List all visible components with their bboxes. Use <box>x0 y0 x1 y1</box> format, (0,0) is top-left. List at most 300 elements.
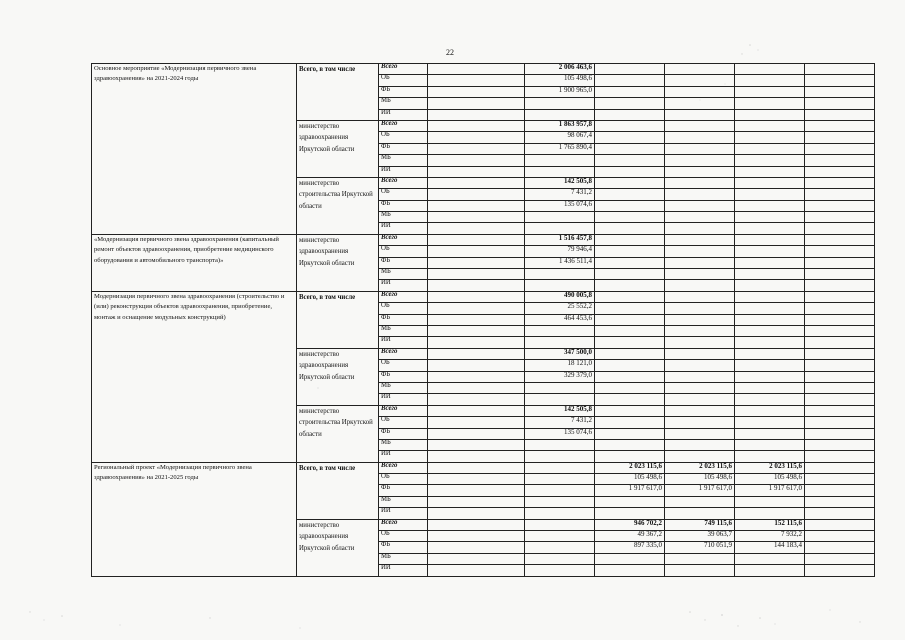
amount-cell <box>665 303 735 314</box>
amount-cell: 25 552,2 <box>525 303 595 314</box>
empty-cell <box>428 531 525 542</box>
empty-cell <box>805 553 875 564</box>
responsible-executor: министерство здравоохранения Иркутской области <box>297 519 379 576</box>
amount-cell <box>735 64 805 75</box>
amount-cell <box>525 394 595 405</box>
amount-cell <box>665 508 735 519</box>
empty-cell <box>428 177 525 188</box>
amount-cell <box>665 75 735 86</box>
amount-cell <box>665 269 735 280</box>
funding-source-label: Всего <box>379 64 428 75</box>
funding-source-label: Всего <box>379 177 428 188</box>
amount-cell <box>595 246 665 257</box>
amount-cell <box>595 189 665 200</box>
amount-cell <box>595 269 665 280</box>
empty-cell <box>428 394 525 405</box>
amount-cell <box>665 246 735 257</box>
amount-cell <box>735 223 805 234</box>
funding-source-label: ИИ <box>379 337 428 348</box>
empty-cell <box>805 200 875 211</box>
amount-cell <box>525 280 595 291</box>
empty-cell <box>428 428 525 439</box>
funding-source-label: ОБ <box>379 474 428 485</box>
amount-cell <box>525 166 595 177</box>
amount-cell <box>595 337 665 348</box>
amount-cell: 105 498,6 <box>525 75 595 86</box>
amount-cell <box>735 451 805 462</box>
amount-cell <box>665 109 735 120</box>
amount-cell <box>735 496 805 507</box>
empty-cell <box>805 98 875 109</box>
amount-cell <box>665 565 735 576</box>
funding-source-label: МБ <box>379 439 428 450</box>
amount-cell <box>735 132 805 143</box>
activity-description: Региональный проект «Модернизация первичного звена здравоохранения» на 2021-2025 годы <box>92 462 297 576</box>
funding-source-label: Всего <box>379 405 428 416</box>
amount-cell <box>735 269 805 280</box>
amount-cell <box>735 212 805 223</box>
amount-cell <box>665 360 735 371</box>
amount-cell <box>595 382 665 393</box>
funding-source-label: ФБ <box>379 257 428 268</box>
amount-cell <box>665 155 735 166</box>
empty-cell <box>805 246 875 257</box>
amount-cell <box>665 314 735 325</box>
amount-cell <box>595 143 665 154</box>
amount-cell: 1 765 890,4 <box>525 143 595 154</box>
empty-cell <box>428 485 525 496</box>
amount-cell <box>525 519 595 530</box>
amount-cell <box>735 234 805 245</box>
amount-cell <box>735 553 805 564</box>
empty-cell <box>428 86 525 97</box>
page-number: 22 <box>446 48 454 57</box>
funding-source-label: ИИ <box>379 109 428 120</box>
funding-source-label: ИИ <box>379 565 428 576</box>
amount-cell: 710 051,9 <box>665 542 735 553</box>
amount-cell: 2 023 115,6 <box>735 462 805 473</box>
empty-cell <box>805 382 875 393</box>
amount-cell <box>525 337 595 348</box>
amount-cell <box>665 166 735 177</box>
amount-cell: 49 367,2 <box>595 531 665 542</box>
amount-cell <box>595 109 665 120</box>
amount-cell <box>735 109 805 120</box>
empty-cell <box>805 462 875 473</box>
empty-cell <box>805 496 875 507</box>
amount-cell: 2 023 115,6 <box>665 462 735 473</box>
amount-cell: 105 498,6 <box>595 474 665 485</box>
amount-cell <box>595 257 665 268</box>
empty-cell <box>805 474 875 485</box>
amount-cell <box>665 257 735 268</box>
amount-cell <box>665 417 735 428</box>
amount-cell <box>525 382 595 393</box>
responsible-executor: Всего, в том числе <box>297 462 379 519</box>
amount-cell: 152 115,6 <box>735 519 805 530</box>
amount-cell <box>735 348 805 359</box>
funding-source-label: ФБ <box>379 143 428 154</box>
amount-cell <box>735 200 805 211</box>
empty-cell <box>805 155 875 166</box>
empty-cell <box>428 143 525 154</box>
amount-cell <box>735 439 805 450</box>
funding-source-label: ОБ <box>379 417 428 428</box>
funding-source-label: МБ <box>379 98 428 109</box>
amount-cell <box>735 246 805 257</box>
amount-cell <box>525 439 595 450</box>
amount-cell <box>735 314 805 325</box>
amount-cell <box>665 189 735 200</box>
empty-cell <box>805 86 875 97</box>
amount-cell: 142 505,8 <box>525 177 595 188</box>
table-row <box>92 291 875 302</box>
empty-cell <box>805 234 875 245</box>
empty-cell <box>428 64 525 75</box>
funding-source-label: ИИ <box>379 508 428 519</box>
amount-cell: 79 946,4 <box>525 246 595 257</box>
funding-source-label: Всего <box>379 291 428 302</box>
amount-cell <box>525 485 595 496</box>
responsible-executor: Всего, в том числе <box>297 291 379 348</box>
empty-cell <box>805 269 875 280</box>
amount-cell <box>665 405 735 416</box>
amount-cell <box>665 428 735 439</box>
amount-cell: 144 183,4 <box>735 542 805 553</box>
budget-table <box>91 63 875 577</box>
funding-source-label: ИИ <box>379 166 428 177</box>
amount-cell <box>735 394 805 405</box>
funding-source-label: ФБ <box>379 371 428 382</box>
amount-cell: 1 917 617,0 <box>665 485 735 496</box>
amount-cell <box>595 451 665 462</box>
amount-cell <box>595 98 665 109</box>
amount-cell <box>595 303 665 314</box>
empty-cell <box>428 496 525 507</box>
amount-cell <box>595 496 665 507</box>
amount-cell <box>735 291 805 302</box>
responsible-executor: Всего, в том числе <box>297 64 379 121</box>
amount-cell: 7 431,2 <box>525 189 595 200</box>
empty-cell <box>428 439 525 450</box>
empty-cell <box>805 177 875 188</box>
empty-cell <box>428 360 525 371</box>
amount-cell <box>665 234 735 245</box>
amount-cell <box>525 508 595 519</box>
funding-source-label: ОБ <box>379 303 428 314</box>
empty-cell <box>805 485 875 496</box>
empty-cell <box>428 75 525 86</box>
empty-cell <box>805 212 875 223</box>
empty-cell <box>805 348 875 359</box>
amount-cell <box>595 280 665 291</box>
amount-cell <box>595 394 665 405</box>
empty-cell <box>428 314 525 325</box>
empty-cell <box>805 75 875 86</box>
empty-cell <box>805 428 875 439</box>
empty-cell <box>428 337 525 348</box>
empty-cell <box>428 303 525 314</box>
amount-cell <box>665 382 735 393</box>
empty-cell <box>428 223 525 234</box>
amount-cell <box>735 120 805 131</box>
amount-cell: 1 516 457,8 <box>525 234 595 245</box>
empty-cell <box>428 155 525 166</box>
amount-cell: 142 505,8 <box>525 405 595 416</box>
amount-cell <box>735 280 805 291</box>
empty-cell <box>805 143 875 154</box>
amount-cell <box>595 64 665 75</box>
amount-cell <box>665 348 735 359</box>
amount-cell <box>665 86 735 97</box>
amount-cell <box>665 64 735 75</box>
empty-cell <box>428 325 525 336</box>
amount-cell <box>595 177 665 188</box>
amount-cell <box>525 462 595 473</box>
amount-cell: 464 453,6 <box>525 314 595 325</box>
amount-cell <box>525 531 595 542</box>
amount-cell <box>735 360 805 371</box>
funding-source-label: МБ <box>379 269 428 280</box>
empty-cell <box>428 246 525 257</box>
funding-source-label: ИИ <box>379 280 428 291</box>
amount-cell <box>665 98 735 109</box>
empty-cell <box>805 325 875 336</box>
empty-cell <box>428 132 525 143</box>
funding-source-label: ИИ <box>379 394 428 405</box>
amount-cell <box>665 371 735 382</box>
funding-source-label: Всего <box>379 348 428 359</box>
amount-cell <box>665 223 735 234</box>
empty-cell <box>428 474 525 485</box>
amount-cell <box>595 325 665 336</box>
amount-cell <box>735 75 805 86</box>
funding-source-label: ОБ <box>379 75 428 86</box>
amount-cell: 1 900 965,0 <box>525 86 595 97</box>
amount-cell <box>595 405 665 416</box>
empty-cell <box>428 382 525 393</box>
responsible-executor: министерство здравоохранения Иркутской области <box>297 120 379 177</box>
amount-cell <box>665 132 735 143</box>
amount-cell: 897 335,0 <box>595 542 665 553</box>
amount-cell <box>525 325 595 336</box>
funding-source-label: ОБ <box>379 189 428 200</box>
amount-cell <box>665 291 735 302</box>
amount-cell <box>735 325 805 336</box>
funding-source-label: ИИ <box>379 223 428 234</box>
empty-cell <box>428 166 525 177</box>
empty-cell <box>428 371 525 382</box>
table-row <box>92 64 875 75</box>
empty-cell <box>805 291 875 302</box>
amount-cell <box>665 451 735 462</box>
empty-cell <box>805 337 875 348</box>
amount-cell <box>525 451 595 462</box>
empty-cell <box>428 519 525 530</box>
amount-cell: 347 500,0 <box>525 348 595 359</box>
empty-cell <box>428 189 525 200</box>
activity-description: Модернизация первичного звена здравоохранения (строительство и (или) реконструкция объектов здравоохранения, приобретение, монтаж и оснащение модульных конструкций) <box>92 291 297 462</box>
empty-cell <box>805 257 875 268</box>
amount-cell <box>525 496 595 507</box>
amount-cell: 18 121,0 <box>525 360 595 371</box>
empty-cell <box>805 303 875 314</box>
amount-cell <box>735 257 805 268</box>
empty-cell <box>805 508 875 519</box>
amount-cell <box>665 120 735 131</box>
responsible-executor: министерство здравоохранения Иркутской области <box>297 234 379 291</box>
amount-cell <box>595 223 665 234</box>
empty-cell <box>428 405 525 416</box>
amount-cell <box>525 109 595 120</box>
amount-cell: 39 063,7 <box>665 531 735 542</box>
amount-cell <box>595 371 665 382</box>
empty-cell <box>428 451 525 462</box>
table-row <box>92 234 875 245</box>
amount-cell: 2 006 463,6 <box>525 64 595 75</box>
amount-cell: 7 431,2 <box>525 417 595 428</box>
amount-cell <box>595 417 665 428</box>
amount-cell <box>665 496 735 507</box>
amount-cell <box>735 337 805 348</box>
funding-source-label: Всего <box>379 234 428 245</box>
amount-cell <box>595 565 665 576</box>
amount-cell <box>735 405 805 416</box>
amount-cell <box>595 166 665 177</box>
funding-source-label: Всего <box>379 519 428 530</box>
table-row <box>92 462 875 473</box>
amount-cell <box>735 508 805 519</box>
funding-source-label: ФБ <box>379 428 428 439</box>
amount-cell <box>525 269 595 280</box>
activity-description: Основное мероприятие «Модернизация первичного звена здравоохранения» на 2021-2024 годы <box>92 64 297 235</box>
amount-cell <box>735 565 805 576</box>
amount-cell <box>665 177 735 188</box>
amount-cell <box>735 189 805 200</box>
empty-cell <box>805 280 875 291</box>
responsible-executor: министерство строительства Иркутской области <box>297 177 379 234</box>
empty-cell <box>428 417 525 428</box>
amount-cell <box>595 212 665 223</box>
amount-cell <box>595 348 665 359</box>
amount-cell <box>735 98 805 109</box>
empty-cell <box>805 417 875 428</box>
amount-cell <box>735 143 805 154</box>
amount-cell <box>595 439 665 450</box>
amount-cell: 7 932,2 <box>735 531 805 542</box>
amount-cell: 329 379,0 <box>525 371 595 382</box>
empty-cell <box>428 462 525 473</box>
empty-cell <box>428 234 525 245</box>
amount-cell: 135 074,6 <box>525 200 595 211</box>
amount-cell <box>665 394 735 405</box>
funding-source-label: ФБ <box>379 200 428 211</box>
empty-cell <box>428 98 525 109</box>
amount-cell: 2 023 115,6 <box>595 462 665 473</box>
empty-cell <box>805 64 875 75</box>
empty-cell <box>805 565 875 576</box>
funding-source-label: ИИ <box>379 451 428 462</box>
amount-cell <box>665 553 735 564</box>
amount-cell <box>595 508 665 519</box>
amount-cell <box>595 155 665 166</box>
amount-cell <box>735 303 805 314</box>
funding-source-label: ОБ <box>379 531 428 542</box>
empty-cell <box>428 508 525 519</box>
funding-source-label: МБ <box>379 212 428 223</box>
empty-cell <box>428 212 525 223</box>
empty-cell <box>428 109 525 120</box>
amount-cell: 1 917 617,0 <box>735 485 805 496</box>
amount-cell <box>735 371 805 382</box>
amount-cell: 1 863 957,8 <box>525 120 595 131</box>
amount-cell <box>735 177 805 188</box>
amount-cell <box>735 155 805 166</box>
amount-cell <box>735 166 805 177</box>
amount-cell <box>525 155 595 166</box>
empty-cell <box>805 394 875 405</box>
amount-cell: 105 498,6 <box>665 474 735 485</box>
amount-cell <box>525 212 595 223</box>
amount-cell <box>735 382 805 393</box>
amount-cell <box>735 428 805 439</box>
empty-cell <box>805 542 875 553</box>
amount-cell: 749 115,6 <box>665 519 735 530</box>
empty-cell <box>428 291 525 302</box>
funding-source-label: ФБ <box>379 314 428 325</box>
empty-cell <box>428 280 525 291</box>
empty-cell <box>805 189 875 200</box>
amount-cell <box>665 325 735 336</box>
amount-cell <box>595 234 665 245</box>
empty-cell <box>805 439 875 450</box>
amount-cell <box>595 428 665 439</box>
amount-cell <box>595 360 665 371</box>
amount-cell <box>525 553 595 564</box>
empty-cell <box>805 120 875 131</box>
amount-cell <box>735 417 805 428</box>
amount-cell <box>595 75 665 86</box>
amount-cell <box>525 98 595 109</box>
amount-cell: 490 005,8 <box>525 291 595 302</box>
amount-cell <box>665 337 735 348</box>
amount-cell <box>595 314 665 325</box>
amount-cell <box>595 120 665 131</box>
amount-cell: 946 702,2 <box>595 519 665 530</box>
amount-cell <box>595 200 665 211</box>
empty-cell <box>805 360 875 371</box>
amount-cell <box>525 565 595 576</box>
amount-cell <box>735 86 805 97</box>
empty-cell <box>805 405 875 416</box>
amount-cell <box>595 132 665 143</box>
responsible-executor: министерство строительства Иркутской области <box>297 405 379 462</box>
funding-source-label: МБ <box>379 382 428 393</box>
amount-cell: 1 436 511,4 <box>525 257 595 268</box>
amount-cell <box>525 223 595 234</box>
amount-cell <box>525 542 595 553</box>
funding-source-label: ОБ <box>379 360 428 371</box>
empty-cell <box>805 314 875 325</box>
amount-cell: 105 498,6 <box>735 474 805 485</box>
amount-cell <box>595 553 665 564</box>
empty-cell <box>428 269 525 280</box>
funding-source-label: МБ <box>379 325 428 336</box>
responsible-executor: министерство здравоохранения Иркутской области <box>297 348 379 405</box>
amount-cell <box>595 291 665 302</box>
amount-cell <box>595 86 665 97</box>
funding-source-label: Всего <box>379 120 428 131</box>
